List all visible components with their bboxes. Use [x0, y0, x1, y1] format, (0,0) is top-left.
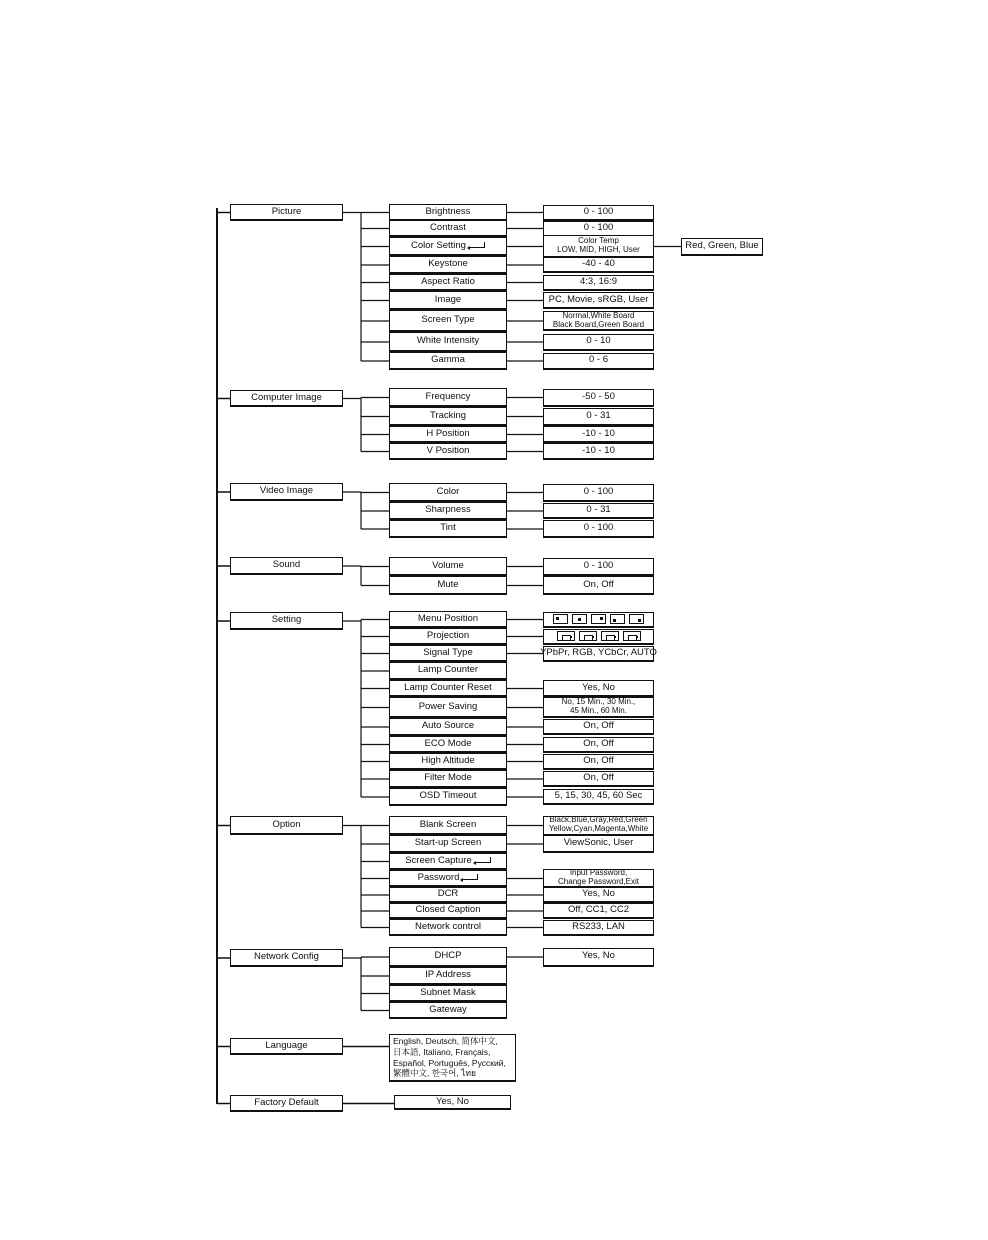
submenu-tint [389, 520, 507, 538]
submenu-lamp-counter [389, 662, 507, 680]
submenu-color [389, 483, 507, 502]
submenu-dcr-text: DCR [437, 888, 459, 900]
value-v-position [543, 443, 654, 460]
submenu-password [389, 870, 507, 887]
projection-mode-icon [579, 631, 597, 641]
submenu-power-saving-text: Power Saving [418, 700, 478, 712]
submenu-blank-screen-text: Blank Screen [419, 818, 477, 830]
submenu-tint-text: Tint [440, 522, 456, 534]
menu-video-image [230, 483, 343, 501]
submenu-screen-type [389, 310, 507, 332]
value-signal-type-text: YPbPr, RGB, YCbCr, AUTO [540, 646, 657, 658]
submenu-color-text: Color [436, 485, 460, 497]
value-volume [543, 558, 654, 576]
menu-network-config [230, 949, 343, 967]
enter-key-icon [476, 857, 491, 863]
value-blank-screen [543, 816, 654, 836]
menu-language [230, 1038, 343, 1055]
value-tracking [543, 408, 654, 426]
submenu-frequency [389, 388, 507, 407]
submenu-signal-type [389, 645, 507, 662]
submenu-sharpness [389, 502, 507, 520]
submenu-tracking [389, 407, 507, 426]
value-language-text: English, Deutsch, 简体中文, 日本語, Italiano, Français, Español, Português, Русский, 繁體中文, 한국어, ไทย [393, 1036, 506, 1079]
value-high-altitude [543, 754, 654, 770]
value-gamma [543, 353, 654, 370]
submenu-password-text: Password [417, 871, 460, 883]
value-eco-mode-text: On, Off [583, 737, 614, 749]
submenu-high-altitude [389, 753, 507, 770]
value-dhcp-text: Yes, No [582, 950, 615, 962]
value-language [389, 1034, 516, 1082]
value-dcr-text: Yes, No [582, 888, 615, 900]
value-brightness [543, 205, 654, 221]
submenu-v-position-text: V Position [426, 444, 470, 456]
value-h-position-text: -10 - 10 [582, 427, 615, 439]
projection-mode-icon [601, 631, 619, 641]
menu-setting-text: Setting [271, 614, 302, 626]
value-power-saving [543, 697, 654, 718]
menu-option [230, 816, 343, 835]
menu-option-text: Option [272, 818, 301, 830]
value-auto-source [543, 719, 654, 735]
value-tint-text: 0 - 100 [583, 522, 614, 534]
value-lamp-counter-reset [543, 680, 654, 697]
value-closed-caption [543, 903, 654, 919]
value-osd-timeout-text: 5, 15, 30, 45, 60 Sec [554, 790, 643, 802]
value-network-control [543, 920, 654, 936]
value-network-control-text: RS233, LAN [572, 920, 625, 932]
submenu-volume-text: Volume [432, 559, 464, 571]
submenu-start-up-screen [389, 835, 507, 853]
submenu-mute-text: Mute [437, 578, 459, 590]
value-image-text: PC, Movie, sRGB, User [548, 293, 649, 305]
value-blank-screen-text: Black,Blue,Gray,Red,Green Yellow,Cyan,Magenta,White [548, 815, 649, 833]
submenu-brightness [389, 204, 507, 221]
submenu-contrast [389, 220, 507, 237]
submenu-blank-screen [389, 816, 507, 835]
value-mute [543, 576, 654, 595]
value-color-setting-text: Color Temp LOW, MID, HIGH, User [557, 236, 640, 254]
value-volume-text: 0 - 100 [583, 559, 614, 571]
menu-computer-image [230, 390, 343, 407]
submenu-subnet-mask-text: Subnet Mask [420, 986, 476, 998]
submenu-projection [389, 628, 507, 645]
value-tint [543, 520, 654, 538]
submenu-contrast-text: Contrast [430, 221, 466, 233]
value-sharpness-text: 0 - 31 [586, 504, 611, 516]
value-color-setting [543, 235, 654, 258]
submenu-osd-timeout [389, 788, 507, 806]
value-h-position [543, 426, 654, 443]
menu-factory-default-text: Factory Default [254, 1096, 319, 1108]
submenu-auto-source [389, 718, 507, 736]
value-dhcp [543, 948, 654, 967]
projection-mode-icon [557, 631, 575, 641]
menu-network-config-text: Network Config [254, 951, 319, 963]
value-brightness-text: 0 - 100 [583, 205, 614, 217]
value-white-intensity-text: 0 - 10 [586, 335, 611, 347]
submenu-eco-mode-text: ECO Mode [424, 737, 472, 749]
submenu-menu-position-text: Menu Position [417, 612, 479, 624]
submenu-brightness-text: Brightness [425, 205, 471, 217]
value-frequency [543, 389, 654, 407]
projection-mode-icon [623, 631, 641, 641]
value-closed-caption-text: Off, CC1, CC2 [567, 904, 630, 916]
value-v-position-text: -10 - 10 [582, 444, 615, 456]
submenu-screen-capture-text: Screen Capture [405, 854, 472, 866]
submenu-osd-timeout-text: OSD Timeout [419, 790, 477, 802]
value-white-intensity [543, 334, 654, 351]
value-gamma-text: 0 - 6 [588, 354, 608, 366]
menu-sound-text: Sound [272, 559, 301, 571]
value-aspect-ratio [543, 275, 654, 291]
submenu-white-intensity-text: White Intensity [416, 335, 480, 347]
submenu-tracking-text: Tracking [429, 409, 467, 421]
value-color-setting-extra [681, 238, 763, 256]
submenu-white-intensity [389, 332, 507, 352]
submenu-screen-type-text: Screen Type [421, 314, 475, 326]
value-mute-text: On, Off [583, 578, 614, 590]
value-keystone [543, 257, 654, 273]
value-auto-source-text: On, Off [583, 720, 614, 732]
submenu-h-position [389, 426, 507, 443]
submenu-color-setting-text: Color Setting [411, 239, 466, 251]
submenu-image [389, 291, 507, 310]
submenu-ip-address-text: IP Address [425, 969, 471, 981]
value-color [543, 484, 654, 502]
submenu-lamp-counter-text: Lamp Counter [417, 664, 479, 676]
submenu-power-saving [389, 697, 507, 718]
submenu-projection-text: Projection [426, 629, 470, 641]
menu-computer-image-text: Computer Image [251, 391, 322, 403]
position-icons [553, 614, 644, 624]
submenu-gateway-text: Gateway [429, 1003, 467, 1015]
value-high-altitude-text: On, Off [583, 754, 614, 766]
value-filter-mode [543, 771, 654, 787]
value-color-setting-extra-text: Red, Green, Blue [685, 239, 759, 251]
projection-icons [557, 631, 641, 641]
value-projection [543, 629, 654, 645]
submenu-h-position-text: H Position [426, 427, 470, 439]
value-start-up-screen-text: ViewSonic, User [563, 837, 634, 849]
value-aspect-ratio-text: 4:3, 16:9 [580, 275, 617, 287]
menu-picture-text: Picture [271, 205, 302, 217]
submenu-dhcp-text: DHCP [434, 950, 462, 962]
submenu-keystone [389, 256, 507, 274]
menu-video-image-text: Video Image [259, 485, 314, 497]
menu-factory-default [230, 1095, 343, 1112]
submenu-image-text: Image [434, 293, 462, 305]
value-frequency-text: -50 - 50 [582, 390, 615, 402]
value-keystone-text: -40 - 40 [582, 258, 615, 270]
menu-position-icon [610, 614, 625, 624]
submenu-aspect-ratio [389, 274, 507, 291]
value-sharpness [543, 503, 654, 519]
submenu-keystone-text: Keystone [428, 258, 468, 270]
submenu-dcr [389, 887, 507, 903]
submenu-dhcp [389, 947, 507, 967]
menu-sound [230, 557, 343, 575]
submenu-network-control [389, 919, 507, 936]
submenu-mute [389, 576, 507, 595]
submenu-start-up-screen-text: Start-up Screen [414, 837, 482, 849]
enter-key-icon [463, 874, 478, 880]
submenu-gateway [389, 1002, 507, 1019]
submenu-network-control-text: Network control [415, 920, 481, 932]
value-contrast-text: 0 - 100 [583, 221, 614, 233]
submenu-high-altitude-text: High Altitude [421, 754, 475, 766]
value-osd-timeout [543, 789, 654, 805]
value-eco-mode [543, 737, 654, 753]
menu-position-icon [553, 614, 568, 624]
submenu-gamma [389, 352, 507, 370]
submenu-v-position [389, 443, 507, 460]
submenu-eco-mode [389, 736, 507, 753]
value-image [543, 292, 654, 309]
submenu-closed-caption-text: Closed Caption [415, 904, 481, 916]
submenu-aspect-ratio-text: Aspect Ratio [421, 275, 475, 287]
submenu-menu-position [389, 611, 507, 628]
value-signal-type [540, 646, 657, 662]
submenu-filter-mode-text: Filter Mode [424, 772, 472, 784]
submenu-signal-type-text: Signal Type [423, 646, 473, 658]
submenu-ip-address [389, 967, 507, 985]
value-password [543, 869, 654, 888]
submenu-frequency-text: Frequency [425, 390, 471, 402]
submenu-color-setting [389, 237, 507, 256]
menu-language-text: Language [265, 1039, 308, 1051]
value-filter-mode-text: On, Off [583, 772, 614, 784]
submenu-subnet-mask [389, 985, 507, 1002]
enter-key-icon [470, 242, 485, 248]
value-screen-type [543, 311, 654, 331]
menu-setting [230, 612, 343, 630]
submenu-lamp-counter-reset [389, 680, 507, 697]
value-factory-default-text: Yes, No [436, 1095, 469, 1107]
value-lamp-counter-reset-text: Yes, No [582, 681, 615, 693]
submenu-screen-capture [389, 853, 507, 870]
menu-picture [230, 204, 343, 221]
value-start-up-screen [543, 835, 654, 853]
value-password-text: Input Password, Change Password,Exit [558, 868, 639, 886]
value-color-text: 0 - 100 [583, 485, 614, 497]
submenu-lamp-counter-reset-text: Lamp Counter Reset [404, 681, 492, 693]
value-factory-default [394, 1095, 511, 1110]
submenu-auto-source-text: Auto Source [421, 720, 475, 732]
menu-position-icon [591, 614, 606, 624]
submenu-gamma-text: Gamma [431, 354, 465, 366]
submenu-volume [389, 557, 507, 576]
value-power-saving-text: No, 15 Min., 30 Min., 45 Min., 60 Min. [561, 697, 636, 715]
menu-position-icon [629, 614, 644, 624]
submenu-filter-mode [389, 770, 507, 788]
submenu-sharpness-text: Sharpness [425, 504, 471, 516]
value-tracking-text: 0 - 31 [586, 409, 611, 421]
value-menu-position [543, 612, 654, 628]
menu-position-icon [572, 614, 587, 624]
value-screen-type-text: Normal,White Board Black Board,Green Board [552, 310, 645, 329]
submenu-closed-caption [389, 903, 507, 919]
value-dcr [543, 887, 654, 903]
